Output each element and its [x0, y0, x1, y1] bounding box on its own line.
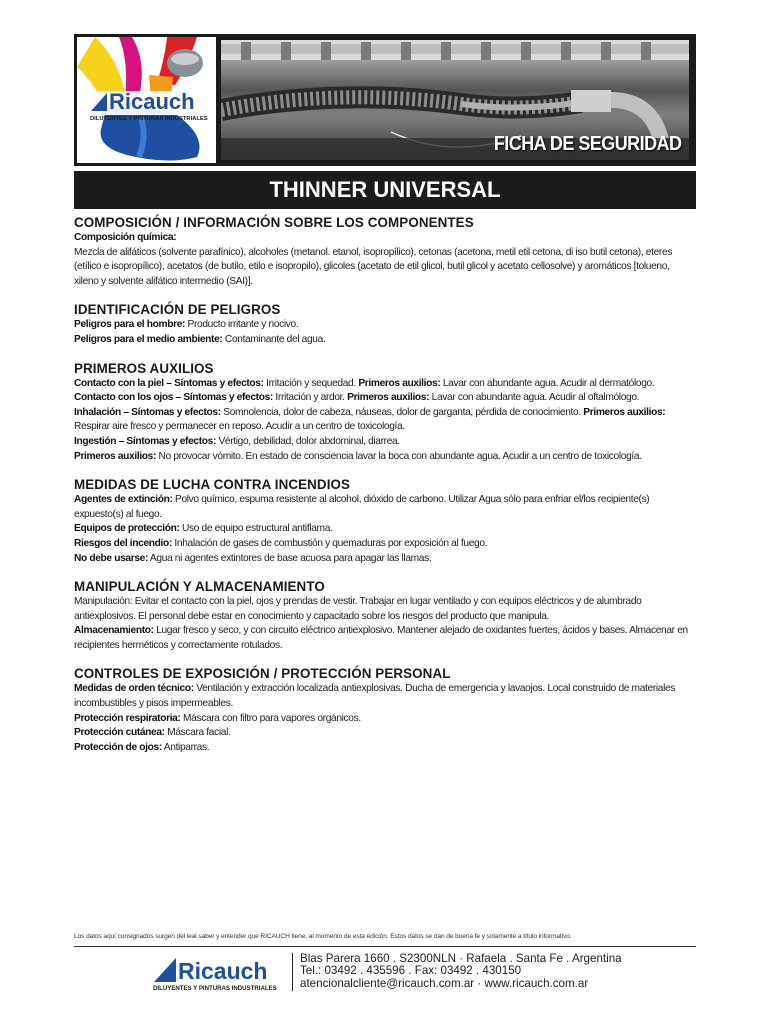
section-paragraph — [74, 391, 696, 406]
field-label: Equipos de protección: — [74, 523, 180, 535]
field-label: Primeros auxilios: — [347, 392, 430, 404]
field-text: Polvo químico, espuma resistente al alcohol, dióxido de carbono. Utilizar Agua sólo para enfriar el/los recipiente(s) expuesto(s) al fuego. — [74, 494, 650, 520]
field-label: Medidas de orden técnico: — [74, 683, 194, 695]
field-text: Somnolencia, dolor de cabeza, náuseas, dolor de garganta, pérdida de conocimiento. — [220, 406, 584, 418]
field-label: Peligros para el hombre: — [74, 319, 186, 331]
field-text: Contaminante del agua. — [222, 333, 326, 345]
section — [74, 302, 696, 347]
section-paragraph — [74, 435, 696, 450]
document-header — [74, 34, 696, 166]
footer-divider-line — [74, 946, 696, 947]
section-paragraph — [74, 595, 696, 624]
footer-logo-mark — [152, 952, 287, 994]
section-heading: MEDIDAS DE LUCHA CONTRA INCENDIOS — [74, 477, 351, 493]
address-line: Blas Parera 1660 . S2300NLN · Rafaela . Santa Fe . Argentina — [300, 952, 622, 965]
field-text: Mezcla de alifáticos (solvente parafínico), alcoholes (metanol. etanol, isopropílico), cetonas (acetona, metil etil cetona, di iso butil cetona), eteres (etílico e isopropílico), acetatos (de butilo, etilo e isopropilo), glicoles (acetato de etil glicol, butil glicol y acetato cellosolve) y aromáticos [tolueno, xileno y solvente alifático intermedio (SAI)]. — [74, 246, 673, 287]
field-text: Máscara con filtro para vapores orgánicos. — [180, 712, 361, 724]
section-paragraph — [74, 741, 696, 756]
field-label: Almacenamiento: — [74, 625, 154, 637]
field-text: Uso de equipo estructural antiflama. — [179, 523, 333, 535]
section-paragraph — [74, 406, 696, 435]
footer-logo-brand: Ricauch — [178, 958, 268, 984]
safety-sheet-content — [74, 215, 696, 768]
section-paragraph — [74, 246, 696, 290]
paint-splash-illustration — [77, 37, 216, 163]
section-heading: IDENTIFICACIÓN DE PELIGROS — [74, 302, 281, 318]
section-heading: MANIPULACIÓN Y ALMACENAMIENTO — [74, 579, 325, 595]
field-label: Agentes de extinción: — [74, 494, 173, 506]
field-text: Lavar con abundante agua. Acudir al dermatólogo. — [440, 377, 655, 389]
section-heading: COMPOSICIÓN / INFORMACIÓN SOBRE LOS COMPONENTES — [74, 215, 474, 230]
section — [74, 215, 696, 289]
footer-ricauch-logo — [152, 952, 287, 994]
section — [74, 666, 696, 755]
field-label: Primeros auxilios: — [74, 450, 157, 462]
disclaimer-text: Los datos aquí consignados surgen del leal saber y entender que RICAUCH tiene, al momento de esta edición. Estos datos se dan de buena fe y solamente a título informativo. — [74, 933, 572, 940]
banner-title: FICHA DE SEGURIDAD — [493, 133, 681, 155]
section-paragraph — [74, 333, 696, 348]
field-text: Irritación y sequedad. — [263, 377, 359, 389]
industrial-hose-photo — [221, 40, 689, 160]
section — [74, 361, 696, 465]
section-paragraph — [74, 537, 696, 552]
field-text: Lugar fresco y seco, y con circuito eléctrico antiexplosivo. Mantener alejado de oxidantes fuertes, ácidos y bases. Almacenar en recipientes herméticos y correctamente rotulados. — [74, 625, 688, 651]
section-heading: CONTROLES DE EXPOSICIÓN / PROTECCIÓN PERSONAL — [74, 666, 451, 682]
company-contact — [300, 953, 622, 990]
field-label: Protección de ojos: — [74, 741, 162, 753]
section-heading: PRIMEROS AUXILIOS — [74, 360, 214, 376]
logo-brand-text: Ricauch — [109, 89, 195, 114]
section-paragraph — [74, 231, 696, 246]
footer-vertical-divider — [292, 953, 293, 991]
field-text: Agua ni agentes extintores de base acuosa para apagar las llamas. — [148, 552, 432, 564]
field-label: Contacto con los ojos – Síntomas y efectos: — [74, 392, 273, 404]
field-text: Respirar aire fresco y permanecer en reposo. Acudir a un centro de toxicología. — [74, 421, 405, 433]
section-paragraph — [74, 493, 696, 522]
field-label: Protección cutánea: — [74, 727, 165, 739]
section-paragraph — [74, 318, 696, 333]
section-paragraph — [74, 450, 696, 465]
section-paragraph — [74, 552, 696, 567]
section — [74, 579, 696, 653]
product-title: THINNER UNIVERSAL — [74, 171, 696, 209]
section-paragraph — [74, 726, 696, 741]
field-text: Vértigo, debilidad, dolor abdominal, diarrea. — [216, 435, 400, 447]
logo-tagline: DILUYENTES Y PINTURAS INDUSTRIALES — [90, 116, 208, 122]
section-paragraph — [74, 377, 696, 392]
field-text: Antiparras. — [161, 741, 210, 753]
field-text: Lavar con abundante agua. Acudir al oftalmólogo. — [429, 392, 640, 404]
field-label: Inhalación – Síntomas y efectos: — [74, 406, 221, 418]
field-label: Composición química: — [74, 232, 177, 243]
field-text: Máscara facial. — [164, 727, 231, 739]
field-text: Inhalación de gases de combustión y quemaduras por exposición al fuego. — [171, 537, 488, 549]
section-paragraph — [74, 712, 696, 727]
field-text: Irritación y ardor. — [272, 392, 348, 404]
field-label: Primeros auxilios: — [583, 406, 666, 418]
field-label: No debe usarse: — [74, 552, 149, 564]
section — [74, 477, 696, 566]
section-paragraph — [74, 522, 696, 537]
field-label: Ingestión – Síntomas y efectos: — [74, 435, 216, 447]
field-text: Producto irritante y nocivo. — [185, 319, 299, 331]
section-paragraph — [74, 682, 696, 711]
field-label: Peligros para el medio ambiente: — [74, 333, 223, 345]
field-label: Primeros auxilios: — [358, 377, 441, 389]
footer-logo-tagline: DILUYENTES Y PINTURAS INDUSTRIALES — [153, 985, 277, 992]
field-text: Ventilación y extracción localizada antiexplosivas. Ducha de emergencia y lavaojos. Local construido de materiales incombustibles y pisos impermeables. — [74, 683, 676, 710]
field-text: Manipulación: Evitar el contacto con la piel, ojos y prendas de vestir. Trabajar en lugar ventilado y con equipos eléctricos y de alumbrado antiexplosivos. El personal debe estar en conocimiento y capacitado sobre los riesgos del producto que manipula. — [74, 596, 642, 622]
phone-fax-line: Tel.: 03492 . 435596 . Fax: 03492 . 430150 — [300, 964, 522, 978]
field-label: Riesgos del incendio: — [74, 537, 172, 549]
field-text: No provocar vómito. En estado de consciencia lavar la boca con abundante agua. Acudir a un centro de toxicología. — [156, 450, 642, 462]
field-label: Contacto con la piel – Síntomas y efectos: — [74, 377, 264, 389]
section-paragraph — [74, 624, 696, 653]
ricauch-logo — [77, 37, 216, 163]
email-website-line[interactable]: atencionalcliente@ricauch.com.ar · www.ricauch.com.ar — [300, 976, 589, 990]
field-label: Protección respiratoria: — [74, 712, 181, 724]
